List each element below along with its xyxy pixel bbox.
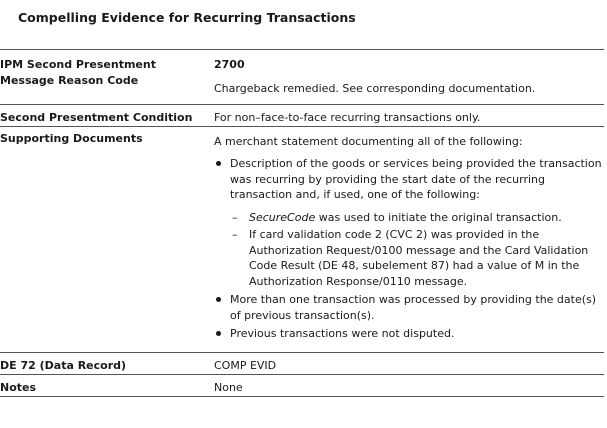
table-row-reason-code bbox=[0, 50, 604, 105]
row-label: Second Presentment Condition bbox=[0, 105, 214, 127]
reason-code-description: Chargeback remedied. See corresponding documentation. bbox=[214, 81, 536, 95]
sub-list-item-text: If card validation code 2 (CVC 2) was provided in the Authorization Request/0100 message and the Card Validation Code Result (DE 48, subelement 87) had a value of M in the Authorization Response/0110 message. bbox=[249, 228, 589, 288]
row-label: Notes bbox=[0, 374, 214, 396]
list-item-text: Description of the goods or services being provided the transaction was recurring by providing the start date of the recurring transaction and, if used, one of the following: bbox=[230, 157, 602, 201]
sub-list bbox=[230, 210, 604, 290]
supporting-intro: A merchant statement documenting all of the following: bbox=[214, 134, 523, 148]
row-value: For non–face-to-face recurring transactions only. bbox=[214, 105, 604, 127]
spec-table bbox=[0, 49, 604, 397]
sub-list-item bbox=[230, 227, 604, 289]
row-value: None bbox=[214, 374, 604, 396]
list-item bbox=[214, 326, 604, 342]
row-value bbox=[214, 126, 604, 352]
table-row-notes bbox=[0, 374, 604, 396]
row-label: Supporting Documents bbox=[0, 126, 214, 352]
reason-code-value: 2700 bbox=[214, 58, 245, 71]
bullet-icon bbox=[216, 161, 221, 166]
table-row-de72 bbox=[0, 352, 604, 374]
dash-icon: – bbox=[232, 210, 238, 224]
securecode-term: SecureCode bbox=[249, 210, 316, 224]
bullet-icon bbox=[216, 297, 221, 302]
bullet-icon bbox=[216, 331, 221, 336]
supporting-list bbox=[214, 156, 604, 342]
row-label: IPM Second Presentment Message Reason Code bbox=[0, 50, 214, 105]
list-item bbox=[214, 156, 604, 289]
sub-list-item bbox=[230, 210, 604, 226]
list-item-text: More than one transaction was processed by providing the date(s) of previous transaction(s). bbox=[230, 293, 597, 322]
row-label: DE 72 (Data Record) bbox=[0, 352, 214, 374]
row-value bbox=[214, 50, 604, 105]
dash-icon: – bbox=[232, 228, 238, 241]
list-item-text: Previous transactions were not disputed. bbox=[230, 327, 455, 340]
list-item bbox=[214, 292, 604, 323]
sub-list-item-text: was used to initiate the original transaction. bbox=[315, 210, 562, 224]
row-value: COMP EVID bbox=[214, 352, 604, 374]
document-title: Compelling Evidence for Recurring Transactions bbox=[18, 10, 356, 25]
table-row-supporting-documents bbox=[0, 126, 604, 352]
table-row-condition bbox=[0, 105, 604, 127]
